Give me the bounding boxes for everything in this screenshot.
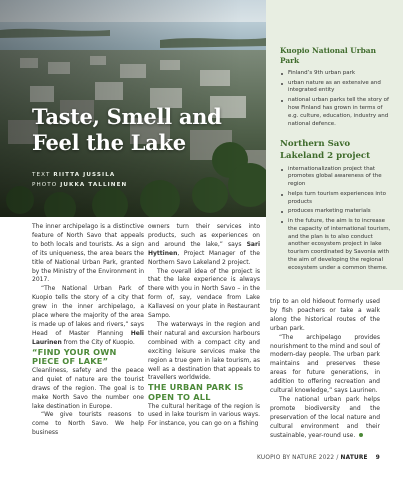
list-item: produces marketing materials xyxy=(280,208,393,216)
text-run: The national urban park helps promote biodiversity and the preservation of the local nature and cultural environment and their sustainable, year-round use. xyxy=(270,395,380,439)
paragraph: “The archipelago provides nourishment to the mind and soul of modern-day people. The urban park maintains and preserves these areas for future generations, in addition to offering recreation and cultural knowledge,” says Laurinen. xyxy=(270,333,380,395)
urban-park-facts xyxy=(280,70,393,129)
person-name: Heli Laurinen xyxy=(32,329,144,346)
list-item: in the future, the aim is to increase the capacity of international tourism, and the plan is to also conduct another ecosystem project in lake tourism coordinated by Savonia with the aim of developing the regional ecosystem under a common theme. xyxy=(280,218,393,273)
paragraph: Cleanliness, safety and the peace and quiet of nature are the tourist draws of the region. The goal is to make North Savo the number one lake destination in Europe. xyxy=(32,366,144,410)
paragraph xyxy=(270,396,380,441)
photo-credit-author: JUKKA TALLINEN xyxy=(60,182,128,188)
body-column-3 xyxy=(270,298,380,441)
section-name: NATURE xyxy=(340,455,368,461)
end-of-article-dot-icon xyxy=(359,433,363,437)
fact-box-heading-urban-park: Kuopio National Urban Park xyxy=(280,46,376,65)
text-run: , Project Manager of the Northern Savo Lakeland 2 project. xyxy=(148,249,260,266)
text-run: from the City of Kuopio. xyxy=(61,338,135,346)
title-line-2: Feel the Lake xyxy=(32,130,186,155)
magazine-name: KUOPIO BY NATURE 2022 / xyxy=(257,455,339,461)
photo-credit-label: PHOTO xyxy=(32,182,58,188)
body-column-2 xyxy=(148,223,260,429)
text-credit-label: TEXT xyxy=(32,172,51,178)
project-facts xyxy=(280,166,393,274)
page-number: 9 xyxy=(375,455,380,461)
person-name: Sari Hyttinen xyxy=(148,240,260,257)
text-run: “The National Urban Park of Kuopio tells the story of a city that grew in the inner archipelago, a place where the majority of the area is made up of lakes and rivers,” says Head of Master Planning xyxy=(32,285,144,337)
text-credit-author: RIITTA JUSSILA xyxy=(53,172,116,178)
title-line-1: Taste, Smell and xyxy=(32,104,222,129)
paragraph: “We give tourists reasons to come to North Savo. We help business xyxy=(32,411,144,437)
page-footer xyxy=(257,455,380,461)
list-item: Finland’s 9th urban park xyxy=(280,70,393,78)
list-item: national urban parks tell the story of how Finland has grown in terms of e.g. culture, education, industry and national defence. xyxy=(280,97,393,129)
paragraph: The inner archipelago is a distinctive feature of North Savo that appeals to both locals and tourists. As a sign of its uniqueness, the area bears the title of National Urban Park, granted by the Ministry of the Environment in 2017. xyxy=(32,223,144,284)
paragraph: The overall idea of the project is that the lake experience is always there with you in North Savo – in the form of, say, vendace from Lake Kallavesi on your plate in Restaurant Sampo. xyxy=(148,267,260,320)
paragraph xyxy=(148,223,260,268)
fact-box xyxy=(266,0,403,290)
list-item: urban nature as an extensive and integrated entity xyxy=(280,80,393,96)
paragraph: The cultural heritage of the region is used in lake tourism in various ways. For instance, you can go on a fishing xyxy=(148,402,260,428)
subheading: “FIND YOUR OWN PIECE OF LAKE” xyxy=(32,346,117,367)
paragraph xyxy=(32,285,144,347)
list-item: helps turn tourism experiences into products xyxy=(280,191,393,207)
text-run: owners turn their services into products, such as experiences on and around the lake,” says xyxy=(148,223,260,248)
paragraph: The waterways in the region and their natural and excursion harbours combined with a compact city and exciting leisure services make the region a true gem in lake tourism, as well as a destination that appeals to travellers worldwide. xyxy=(148,320,260,382)
fact-box-heading-project: Northern Savo Lakeland 2 project xyxy=(280,138,371,161)
body-column-1 xyxy=(32,223,144,438)
article-title xyxy=(32,104,252,156)
list-item: internationalization project that promotes global awareness of the region xyxy=(280,166,393,190)
paragraph: trip to an old hideout formerly used by fish poachers or take a walk along the historical routes of the urban park. xyxy=(270,298,380,332)
article-credits xyxy=(32,170,127,190)
subheading: THE URBAN PARK IS OPEN TO ALL xyxy=(148,382,244,402)
